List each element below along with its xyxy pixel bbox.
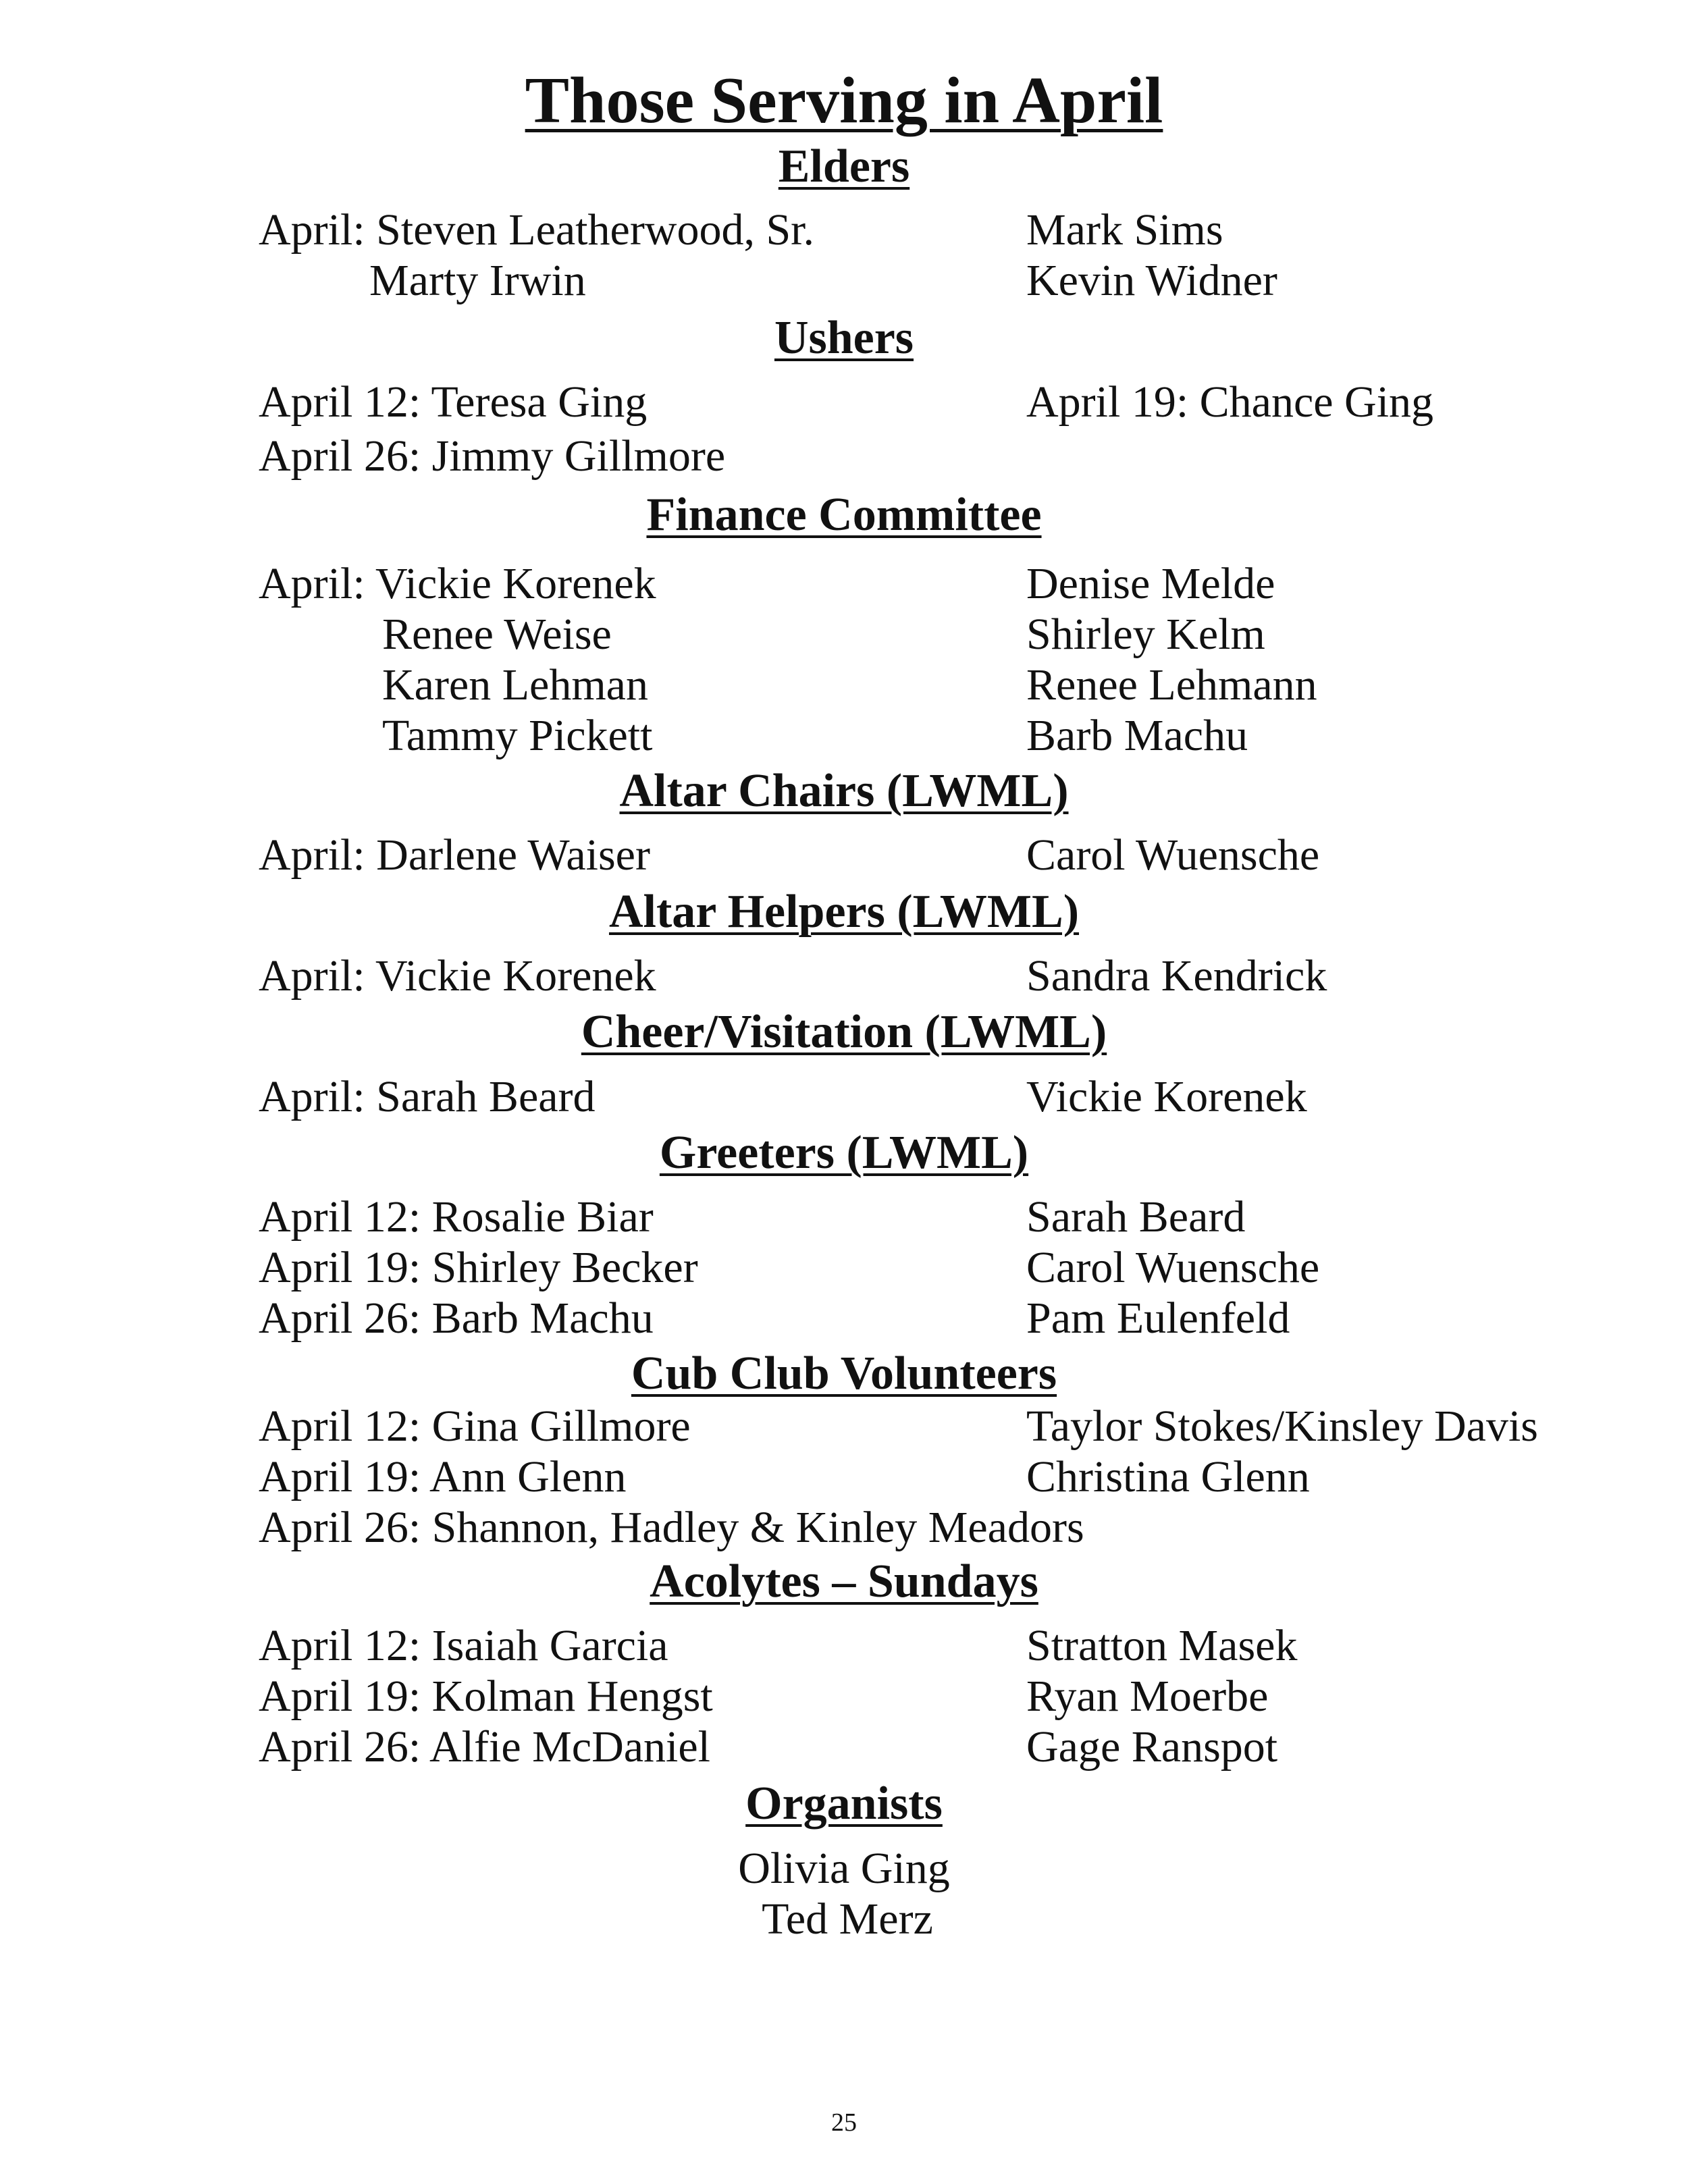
cheer-right-line: Vickie Korenek — [1026, 1072, 1307, 1121]
greeters-right-line: Pam Eulenfeld — [1026, 1294, 1290, 1343]
altar-helpers-heading: Altar Helpers (LWML) — [608, 886, 1080, 938]
acolytes-right-line: Stratton Masek — [1026, 1621, 1298, 1670]
cub-club-heading: Cub Club Volunteers — [631, 1348, 1057, 1400]
greeters-right-line: Carol Wuensche — [1026, 1243, 1320, 1292]
ushers-heading: Ushers — [774, 312, 914, 364]
ushers-right-line: April 19: Chance Ging — [1026, 377, 1434, 427]
cub-club-right-line: Taylor Stokes/Kinsley Davis — [1026, 1402, 1538, 1451]
finance-left-line: Renee Weise — [382, 610, 612, 659]
altar-helpers-right-line: Sandra Kendrick — [1026, 951, 1327, 1001]
finance-left-line: Tammy Pickett — [382, 711, 653, 760]
ushers-left-line: April 26: Jimmy Gillmore — [259, 431, 726, 481]
organist-name: Ted Merz — [762, 1894, 933, 1944]
acolytes-right-line: Ryan Moerbe — [1026, 1672, 1269, 1721]
greeters-right-line: Sarah Beard — [1026, 1192, 1246, 1242]
acolytes-left-line: April 12: Isaiah Garcia — [259, 1621, 668, 1670]
cub-club-right-line: Christina Glenn — [1026, 1452, 1310, 1501]
altar-chairs-left-line: April: Darlene Waiser — [259, 830, 650, 880]
greeters-left-line: April 19: Shirley Becker — [259, 1243, 698, 1292]
elders-heading: Elders — [778, 140, 910, 192]
acolytes-left-line: April 26: Alfie McDaniel — [259, 1722, 711, 1772]
finance-right-line: Barb Machu — [1026, 711, 1248, 760]
greeters-left-line: April 12: Rosalie Biar — [259, 1192, 654, 1242]
finance-right-line: Shirley Kelm — [1026, 610, 1265, 659]
cub-club-left-line: April 12: Gina Gillmore — [259, 1402, 691, 1451]
altar-chairs-heading: Altar Chairs (LWML) — [619, 765, 1069, 817]
cub-club-left-line: April 26: Shannon, Hadley & Kinley Meadors — [259, 1503, 1084, 1552]
acolytes-right-line: Gage Ranspot — [1026, 1722, 1278, 1772]
finance-left-line: April: Vickie Korenek — [259, 559, 656, 608]
elders-right-line: Mark Sims — [1026, 205, 1223, 255]
altar-chairs-right-line: Carol Wuensche — [1026, 830, 1320, 880]
acolytes-left-line: April 19: Kolman Hengst — [259, 1672, 713, 1721]
elders-left-line: April: Steven Leatherwood, Sr. — [259, 205, 815, 255]
ushers-left-line: April 12: Teresa Ging — [259, 377, 648, 427]
finance-left-line: Karen Lehman — [382, 660, 648, 710]
page-title: Those Serving in April — [525, 64, 1163, 137]
greeters-heading: Greeters (LWML) — [659, 1127, 1029, 1179]
organists-heading: Organists — [745, 1778, 943, 1830]
elders-left-line: Marty Irwin — [369, 256, 586, 305]
altar-helpers-left-line: April: Vickie Korenek — [259, 951, 656, 1001]
cheer-visitation-heading: Cheer/Visitation (LWML) — [581, 1006, 1107, 1058]
cub-club-left-line: April 19: Ann Glenn — [259, 1452, 627, 1501]
greeters-left-line: April 26: Barb Machu — [259, 1294, 654, 1343]
finance-right-line: Denise Melde — [1026, 559, 1275, 608]
elders-right-line: Kevin Widner — [1026, 256, 1277, 305]
organist-name: Olivia Ging — [738, 1844, 950, 1893]
acolytes-heading: Acolytes – Sundays — [650, 1555, 1038, 1607]
cheer-left-line: April: Sarah Beard — [259, 1072, 596, 1121]
finance-right-line: Renee Lehmann — [1026, 660, 1317, 710]
page-number: 25 — [831, 2108, 857, 2137]
finance-committee-heading: Finance Committee — [646, 489, 1042, 541]
